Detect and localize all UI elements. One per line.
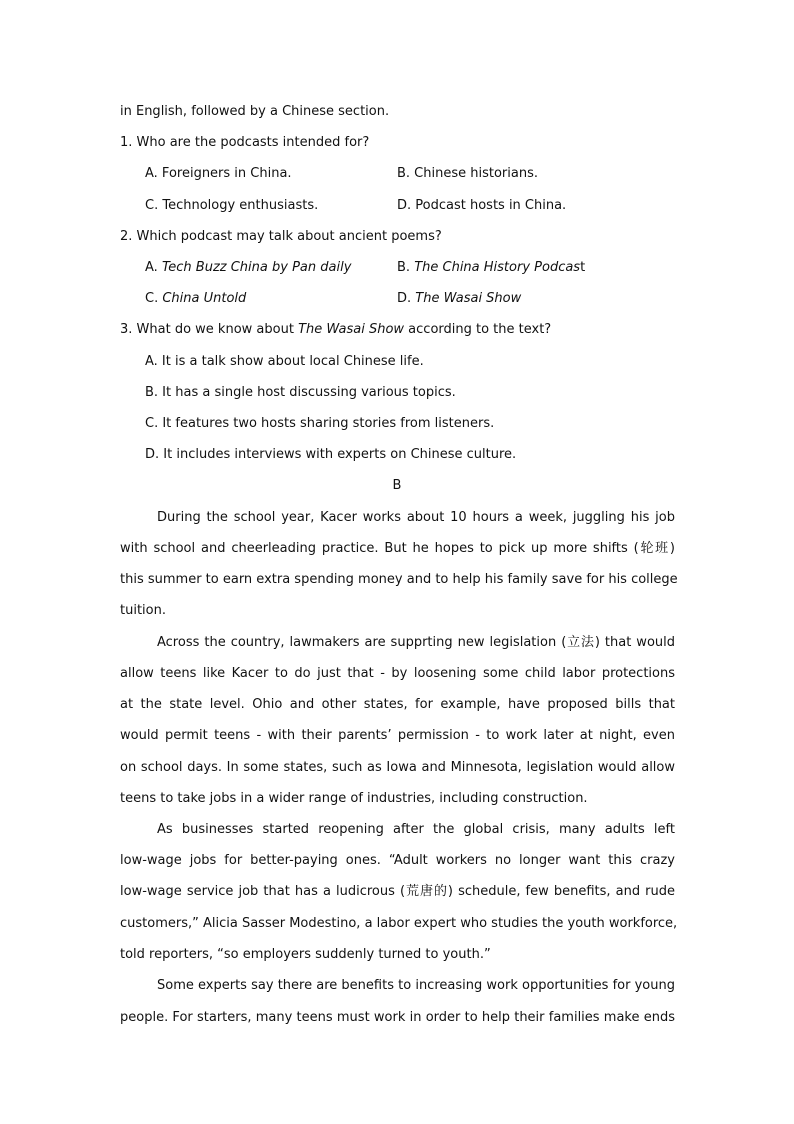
option-tail: t <box>580 260 586 275</box>
stem-text: according to the text? <box>404 322 552 337</box>
passage-line: customers,” Alicia Sasser Modestino, a labor expert who studies the youth workforce, <box>120 916 678 931</box>
question-2-option-c <box>145 291 246 307</box>
podcast-title: Tech Buzz China by Pan daily <box>161 260 352 275</box>
passage-line: low-wage service job that has a ludicrous (荒唐的) schedule, few benefits, and rude <box>120 884 675 899</box>
passage-line: teens to take jobs in a wider range of industries, including construction. <box>120 791 588 806</box>
passage-line: tuition. <box>120 603 166 618</box>
question-1-option-a: A. Foreigners in China. <box>145 166 292 181</box>
passage-line: this summer to earn extra spending money and to help his family save for his college <box>120 572 678 587</box>
question-3-option-d: D. It includes interviews with experts on Chinese culture. <box>145 447 517 462</box>
question-3-stem <box>120 322 551 338</box>
passage-line: low-wage jobs for better-paying ones. “Adult workers no longer want this crazy <box>120 853 675 868</box>
passage-line: with school and cheerleading practice. But he hopes to pick up more shifts (轮班) <box>120 541 675 556</box>
question-2-option-d <box>397 291 521 307</box>
podcast-title: The Wasai Show <box>415 291 522 306</box>
passage-line: allow teens like Kacer to do just that - by loosening some child labor protections <box>120 666 675 681</box>
passage-line: Across the country, lawmakers are supprting new legislation (立法) that would <box>157 635 675 650</box>
question-2-option-a <box>145 260 351 276</box>
section-heading: B <box>392 478 402 493</box>
passage-line: on school days. In some states, such as Iowa and Minnesota, legislation would allow <box>120 760 675 775</box>
podcast-title: China Untold <box>162 291 247 306</box>
question-1-option-b: B. Chinese historians. <box>397 166 538 181</box>
question-1-stem: 1. Who are the podcasts intended for? <box>120 135 370 150</box>
passage-line: told reporters, “so employers suddenly turned to youth.” <box>120 947 491 962</box>
question-1-option-d: D. Podcast hosts in China. <box>397 198 567 213</box>
option-letter: D. <box>397 291 416 306</box>
option-letter: C. <box>145 291 163 306</box>
passage-line: Some experts say there are benefits to increasing work opportunities for young <box>157 978 675 993</box>
passage-line: people. For starters, many teens must work in order to help their families make ends <box>120 1010 675 1025</box>
podcast-title: The Wasai Show <box>298 322 405 337</box>
question-2-option-b <box>397 260 585 276</box>
podcast-title: The China History Podcas <box>414 260 581 275</box>
passage-line: at the state level. Ohio and other states, for example, have proposed bills that <box>120 697 675 712</box>
question-2-stem: 2. Which podcast may talk about ancient poems? <box>120 229 442 244</box>
question-3-option-c: C. It features two hosts sharing stories from listeners. <box>145 416 495 431</box>
option-letter: B. <box>397 260 415 275</box>
question-1-option-c: C. Technology enthusiasts. <box>145 198 319 213</box>
question-3-option-b: B. It has a single host discussing various topics. <box>145 385 456 400</box>
intro-text: in English, followed by a Chinese section. <box>120 104 390 119</box>
option-letter: A. <box>145 260 162 275</box>
question-3-option-a: A. It is a talk show about local Chinese life. <box>145 354 424 369</box>
passage-line: As businesses started reopening after the global crisis, many adults left <box>157 822 675 837</box>
passage-line: would permit teens - with their parents’ permission - to work later at night, even <box>120 728 675 743</box>
passage-line: During the school year, Kacer works about 10 hours a week, juggling his job <box>157 510 675 525</box>
stem-text: 3. What do we know about <box>120 322 299 337</box>
